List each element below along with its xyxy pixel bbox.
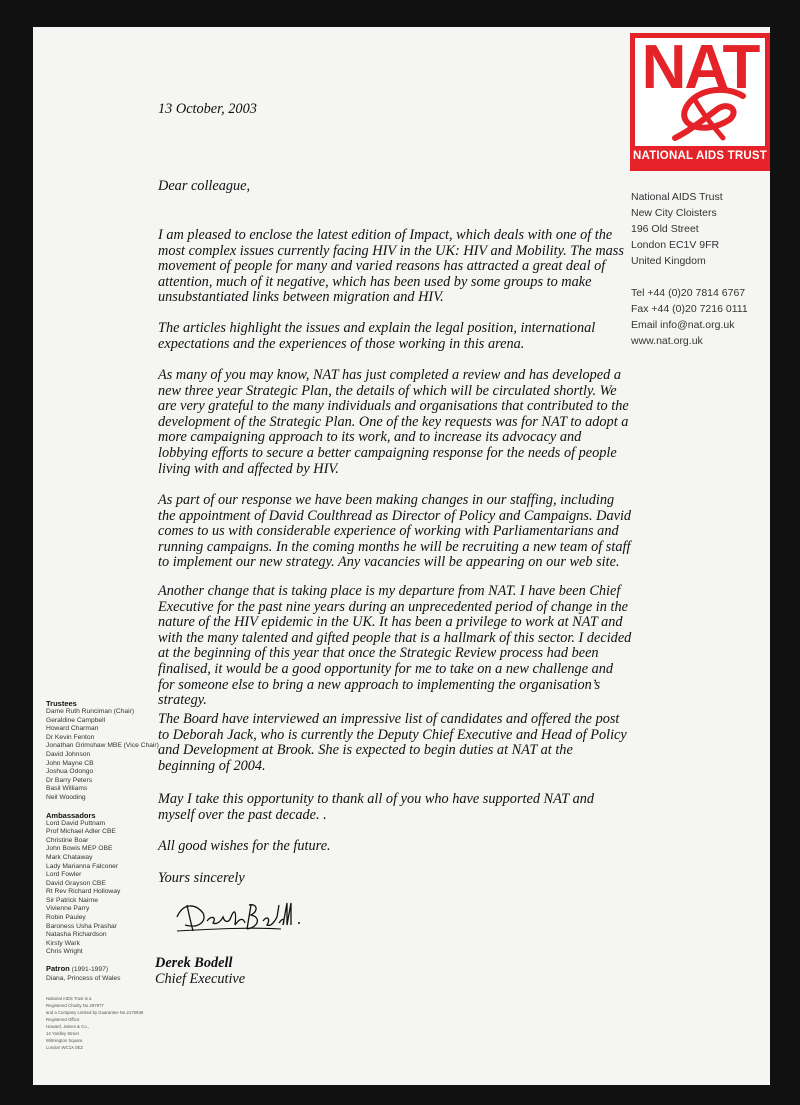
address-line: New City Cloisters xyxy=(631,207,717,219)
list-item: Howard Charman xyxy=(46,725,99,733)
letter-date: 13 October, 2003 xyxy=(158,101,257,117)
address-line: 196 Old Street xyxy=(631,223,699,235)
list-item: Rt Rev Richard Holloway xyxy=(46,888,121,896)
phone-number: Tel +44 (0)20 7814 6767 xyxy=(631,287,746,299)
list-item: John Mayne CB xyxy=(46,759,94,767)
registration-line: and a Company Limited by Guarantee No.2175938 xyxy=(46,1010,144,1015)
list-item: Geraldine Campbell xyxy=(46,716,106,724)
list-item: Joshua Odongo xyxy=(46,768,94,776)
list-item: Baroness Usha Prashar xyxy=(46,922,117,930)
list-item: Kirsty Wark xyxy=(46,939,80,947)
patron-years: (1991-1997) xyxy=(71,966,109,974)
list-item: Dr Barry Peters xyxy=(46,776,93,784)
patron-block xyxy=(46,965,176,983)
registration-line: Wilmington Square, xyxy=(46,1038,84,1043)
paragraph: Another change that is taking place is my departure from NAT. I have been Chief Executive for the past nine years during an unprecedented period of change in the nature of the HIV epidemic in the UK. It has been a privilege to work at NAT and with the many talented and gifted people that is a hallmark of this sector. I decided at the beginning of this year that once the Strategic Review process had been finalised, it would be a good opportunity for me to take on a new challenge and for someone else to bring a new approach to implementing the organisation’s strategy. xyxy=(158,583,632,709)
list-item: Dr Kevin Fenton xyxy=(46,733,95,741)
paragraph: All good wishes for the future. xyxy=(158,838,331,854)
list-item: Vivienne Parry xyxy=(46,905,90,913)
list-item: Mark Chataway xyxy=(46,853,93,861)
list-item: Lady Marianna Falconer xyxy=(46,862,119,870)
salutation: Dear colleague, xyxy=(158,178,251,194)
logo-tagline: NATIONAL AIDS TRUST xyxy=(633,150,767,162)
list-item: Basil Williams xyxy=(46,785,88,793)
list-item: John Bowis MEP OBE xyxy=(46,845,113,853)
paragraph: The Board have interviewed an impressive list of candidates and offered the post to Deborah Jack, who is currently the Deputy Chief Executive and Head of Policy and Development at Brook. She is expected to begin duties at NAT at the beginning of 2004. xyxy=(158,711,627,774)
address-line: National AIDS Trust xyxy=(631,191,723,203)
patron-name: Diana, Princess of Wales xyxy=(46,974,121,982)
list-item: Christine Boar xyxy=(46,836,89,844)
nat-logo xyxy=(630,33,770,171)
list-item: Lord Fowler xyxy=(46,871,82,879)
list-item: Neil Wooding xyxy=(46,793,86,801)
letter-page xyxy=(33,27,770,1085)
trustees-list xyxy=(46,699,176,803)
paragraph: The articles highlight the issues and explain the legal position, international expectations and the experiences of those working in this arena. xyxy=(158,320,596,352)
paragraph: As part of our response we have been making changes in our staffing, including the appointment of David Coulthread as Director of Policy and Campaigns. David comes to us with considerable experience of working with Parliamentarians and running campaigns. In the coming months he will be recruiting a new team of staff to implement our new strategy. Any vacancies will be appearing on our web site. xyxy=(158,492,632,571)
registration-info xyxy=(46,995,186,1051)
closing: Yours sincerely xyxy=(158,870,245,886)
address-block xyxy=(631,189,748,349)
paragraph: I am pleased to enclose the latest edition of Impact, which deals with one of the most complex issues currently facing HIV in the UK: HIV and Mobility. The mass movement of people for many and varied reasons has attracted a great deal of attention, much of it negative, which has been used by some groups to make unsubstantiated links between migration and HIV. xyxy=(158,227,624,306)
ambassadors-heading: Ambassadors xyxy=(46,810,96,820)
trustees-heading: Trustees xyxy=(46,699,77,708)
handwritten-signature xyxy=(173,895,303,935)
list-item: Lord David Puttnam xyxy=(46,819,106,827)
registration-line: 14 Yardley Street xyxy=(46,1031,79,1036)
email-address: Email info@nat.org.uk xyxy=(631,319,735,331)
sidebar-people xyxy=(46,699,176,991)
registration-line: National AIDS Trust is a xyxy=(46,996,92,1001)
list-item: Prof Michael Adler CBE xyxy=(46,828,116,836)
logo-mark: NAT xyxy=(641,38,759,102)
website-url: www.nat.org.uk xyxy=(631,335,703,347)
paragraph: As many of you may know, NAT has just completed a review and has developed a new three year Strategic Plan, the details of which will be circulated shortly. We are very grateful to the many individuals and organisations that contributed to the development of the Strategic Plan. One of the key requests was for NAT to adopt a more campaigning approach to its work, and to increase its advocacy and lobbying efforts to secure a better campaigning response for the needs of people living with and affected by HIV. xyxy=(158,367,629,477)
list-item: David Grayson CBE xyxy=(46,879,106,887)
registration-line: Registered Charity No.297977 xyxy=(46,1003,104,1008)
list-item: Natasha Richardson xyxy=(46,931,107,939)
list-item: Chris Wright xyxy=(46,948,83,956)
list-item: David Johnson xyxy=(46,750,91,758)
paragraph: May I take this opportunity to thank all of you who have supported NAT and myself over the past decade. . xyxy=(158,791,595,823)
fax-number: Fax +44 (0)20 7216 0111 xyxy=(631,303,748,315)
registration-line: Registered Office: xyxy=(46,1017,81,1022)
registration-line: Howard, James & Co., xyxy=(46,1024,89,1029)
list-item: Sir Patrick Nairne xyxy=(46,896,99,904)
ambassadors-list xyxy=(46,811,176,958)
patron-heading: Patron xyxy=(46,964,70,974)
address-line: United Kingdom xyxy=(631,255,706,267)
signer-title: Chief Executive xyxy=(155,971,246,987)
registration-line: London WC1X 0EZ xyxy=(46,1045,84,1050)
signer-name: Derek Bodell xyxy=(155,955,233,971)
list-item: Jonathan Grimshaw MBE (Vice Chair) xyxy=(46,742,159,750)
list-item: Robin Pauley xyxy=(46,914,86,922)
list-item: Dame Ruth Runciman (Chair) xyxy=(46,708,135,715)
address-line: London EC1V 9FR xyxy=(631,239,720,251)
red-ribbon-icon xyxy=(635,38,765,146)
